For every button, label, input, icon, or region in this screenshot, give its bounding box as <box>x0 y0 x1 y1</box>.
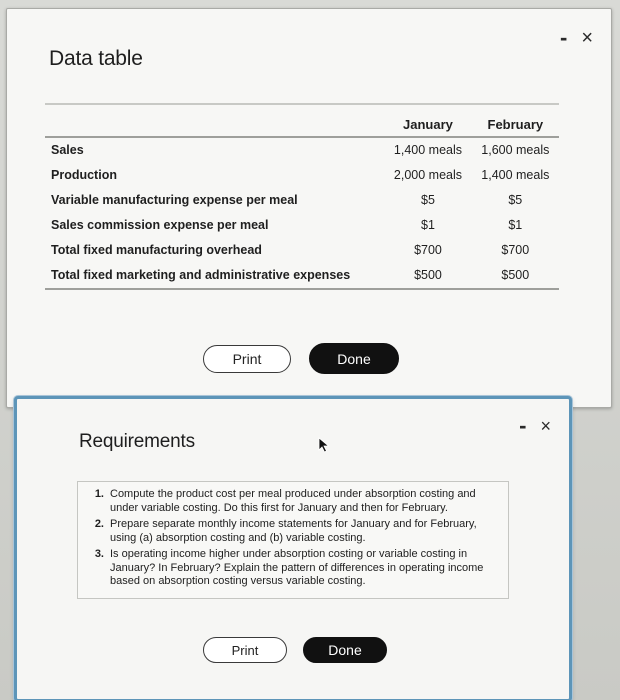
february-value: $700 <box>501 243 530 257</box>
february-value: 1,400 meals <box>481 168 550 182</box>
requirement-number: 3. <box>94 548 104 560</box>
close-icon[interactable]: × <box>540 416 551 436</box>
list-item <box>82 548 500 589</box>
column-header-january: January <box>384 105 471 137</box>
list-item <box>82 518 500 545</box>
requirements-list <box>82 488 500 589</box>
requirements-window <box>14 396 572 700</box>
january-value: $500 <box>384 263 471 289</box>
january-value: 1,400 meals <box>393 143 463 157</box>
table-row <box>45 188 559 213</box>
row-label: Sales commission expense per meal <box>51 218 269 232</box>
table-row <box>45 163 559 188</box>
done-button[interactable]: Done <box>309 343 399 374</box>
row-label: Variable manufacturing expense per meal <box>51 193 298 207</box>
requirement-number: 1. <box>94 488 104 500</box>
requirement-text: Prepare separate monthly income statements for January and for February, using (a) absorption costing and (b) variable costing. <box>110 518 477 544</box>
minimize-icon[interactable]: - <box>559 25 568 50</box>
requirement-text: Compute the product cost per meal produced under absorption costing and under variable costing. Do this first for January and then for February. <box>110 488 476 514</box>
close-icon[interactable]: × <box>581 27 593 49</box>
february-value: $1 <box>508 218 523 232</box>
column-header-february: February <box>472 105 559 137</box>
row-label: Total fixed manufacturing overhead <box>51 243 262 257</box>
table-row <box>45 238 559 263</box>
february-value: $500 <box>472 263 559 289</box>
list-item <box>82 488 500 515</box>
data-table-window <box>6 8 612 408</box>
column-header-label <box>45 105 384 137</box>
january-value: $5 <box>421 193 435 207</box>
done-button[interactable]: Done <box>303 637 387 663</box>
january-value: $700 <box>414 243 442 257</box>
print-button[interactable]: Print <box>203 345 291 373</box>
row-label: Production <box>51 168 117 182</box>
table-row <box>45 263 559 289</box>
requirements-window-controls <box>519 415 551 437</box>
row-label: Total fixed marketing and administrative expenses <box>45 263 384 289</box>
january-value: 2,000 meals <box>393 168 463 182</box>
row-label: Sales <box>51 143 84 157</box>
data-table <box>45 105 559 290</box>
february-value: $5 <box>508 193 523 207</box>
minimize-icon[interactable]: - <box>519 413 527 438</box>
print-button[interactable]: Print <box>203 637 287 663</box>
requirement-number: 2. <box>94 518 104 530</box>
table-row <box>45 213 559 238</box>
february-value: 1,600 meals <box>481 143 550 157</box>
requirement-text: Is operating income higher under absorption costing or variable costing in January? In February? Explain the pattern of differences in operating income based on absorption costing versus variable costing. <box>110 548 484 587</box>
data-table-container <box>45 103 559 290</box>
table-header-row <box>45 105 559 137</box>
january-value: $1 <box>421 218 435 232</box>
data-window-controls <box>560 27 593 49</box>
requirements-list-box <box>77 481 509 599</box>
requirements-title: Requirements <box>79 431 195 452</box>
table-row <box>45 137 559 163</box>
mouse-pointer-icon <box>318 437 330 453</box>
data-table-title: Data table <box>49 47 143 70</box>
